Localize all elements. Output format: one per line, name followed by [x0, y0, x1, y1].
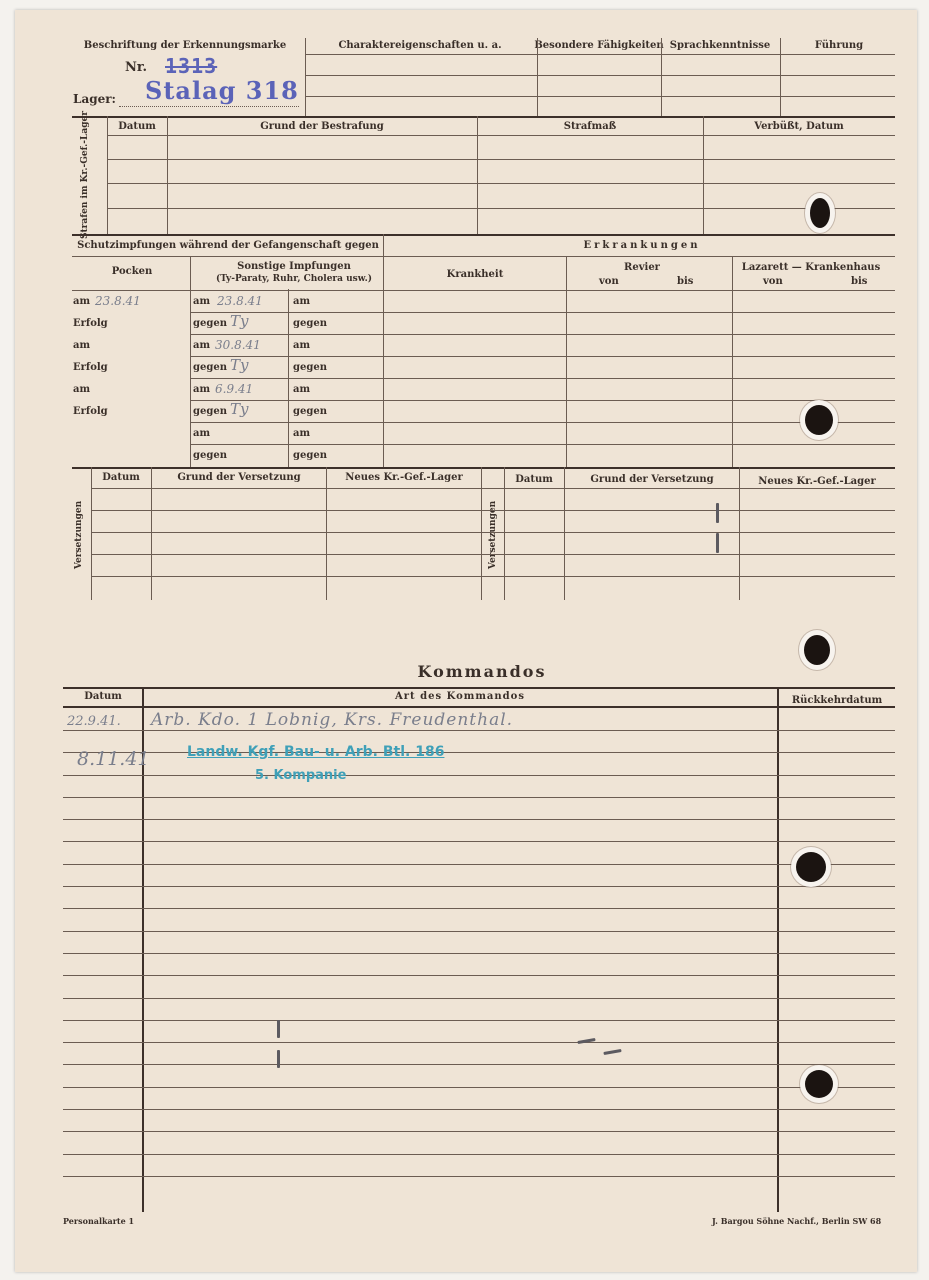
vers-left-col-grund: Grund der Versetzung	[177, 472, 301, 483]
col-krankheit: Krankheit	[446, 269, 504, 280]
vers-left-col-lager: Neues Kr.-Gef.-Lager	[345, 472, 463, 483]
col-lazarett: Lazarett — Krankenhaus	[741, 262, 881, 273]
ruled-line	[63, 841, 895, 842]
sonstige-value-2: Ty	[230, 312, 249, 330]
strafen-side-label: Strafen im Kr.-Gef.-Lager	[80, 111, 90, 239]
strafen-col-grund: Grund der Bestrafung	[260, 121, 384, 132]
ruled-line	[63, 1020, 895, 1021]
vers-right-col-datum: Datum	[515, 474, 553, 485]
header-fuehrung: Führung	[814, 40, 864, 51]
ruled-line	[63, 1176, 895, 1177]
lazarett-von: von	[763, 276, 783, 287]
kommando-text-1: Arb. Kdo. 1 Lobnig, Krs. Freudenthal.	[151, 710, 514, 730]
ruled-line	[63, 775, 895, 776]
ruled-line	[63, 886, 895, 887]
strafen-col-verbuesst: Verbüßt, Datum	[754, 121, 844, 132]
col-sonstige: Sonstige Impfungen	[237, 261, 351, 272]
col-pocken: Pocken	[111, 266, 153, 277]
ruled-line	[63, 908, 895, 909]
revier-bis: bis	[677, 276, 694, 287]
staple-mark	[277, 1020, 280, 1038]
nr-value: 1313	[165, 54, 218, 78]
kommandos-ruled-lines	[63, 10, 895, 1272]
versetzungen-side-label-right: Versetzungen	[488, 500, 498, 570]
punch-hole	[805, 405, 833, 435]
kommando-date-1: 22.9.41.	[67, 714, 121, 729]
ruled-line	[63, 953, 895, 954]
kommandos-col-art: Art des Kommandos	[395, 691, 525, 702]
third-label-4: gegen	[293, 362, 327, 373]
erkrankungen-title: Erkrankungen	[583, 240, 701, 251]
kommandos-col-datum: Datum	[84, 691, 122, 702]
sonstige-label-5: am	[193, 384, 211, 395]
nr-label: Nr.	[125, 60, 148, 75]
pocken-label-5: am	[73, 384, 91, 395]
sonstige-label-3: am	[193, 340, 211, 351]
sonstige-value-1: 23.8.41	[217, 294, 263, 308]
punch-hole	[810, 198, 830, 228]
staple-mark	[716, 533, 719, 553]
ruled-line	[63, 975, 895, 976]
ruled-line	[63, 998, 895, 999]
sonstige-value-5: 6.9.41	[215, 382, 254, 396]
pocken-label-4: Erfolg	[73, 362, 108, 373]
punch-hole	[804, 635, 830, 665]
pocken-label-6: Erfolg	[73, 406, 108, 417]
punch-hole	[805, 1070, 833, 1098]
third-label-2: gegen	[293, 318, 327, 329]
ruled-line	[63, 1131, 895, 1132]
versetzungen-side-label-left: Versetzungen	[74, 500, 84, 570]
sonstige-label-2: gegen	[193, 318, 227, 329]
sonstige-label-6: gegen	[193, 406, 227, 417]
pocken-label-1: am	[73, 296, 91, 307]
vers-right-col-lager: Neues Kr.-Gef.-Lager	[758, 476, 876, 487]
impfungen-title: Schutzimpfungen während der Gefangenschaft gegen	[77, 240, 379, 251]
third-label-8: gegen	[293, 450, 327, 461]
ruled-line	[63, 730, 895, 731]
pocken-label-3: am	[73, 340, 91, 351]
footer-right: J. Bargou Söhne Nachf., Berlin SW 68	[712, 1216, 882, 1226]
ruled-line	[63, 1042, 895, 1043]
ruled-line	[63, 1087, 895, 1088]
sonstige-value-3: 30.8.41	[215, 338, 261, 352]
third-label-1: am	[293, 296, 311, 307]
lazarett-bis: bis	[851, 276, 868, 287]
vers-right-col-grund: Grund der Versetzung	[590, 474, 714, 485]
header-sprachkenntnisse: Sprachkenntnisse	[669, 40, 771, 51]
lager-value: Stalag 318	[145, 76, 299, 105]
ruled-line	[63, 931, 895, 932]
pocken-label-2: Erfolg	[73, 318, 108, 329]
ruled-line	[63, 797, 895, 798]
kommando-date-2: 8.11.41	[77, 748, 150, 770]
strafen-col-datum: Datum	[118, 121, 156, 132]
footer-left: Personalkarte 1	[63, 1216, 135, 1226]
personnel-card	[15, 10, 917, 1272]
punch-hole	[796, 852, 826, 882]
kommando-stamp-line2: 5. Kompanie	[255, 768, 347, 783]
sonstige-label-8: gegen	[193, 450, 227, 461]
col-revier: Revier	[624, 262, 660, 273]
ruled-line	[63, 864, 895, 865]
sonstige-label-4: gegen	[193, 362, 227, 373]
kommando-stamp-line1: Landw. Kgf. Bau- u. Arb. Btl. 186	[187, 744, 445, 760]
third-label-5: am	[293, 384, 311, 395]
ruled-line	[63, 819, 895, 820]
id-tag-title: Beschriftung der Erkennungsmarke	[83, 40, 287, 51]
header-charakter: Charaktereigenschaften u. a.	[338, 40, 502, 51]
kommandos-title: Kommandos	[417, 662, 547, 681]
third-label-3: am	[293, 340, 311, 351]
kommandos-col-rueckkehr: Rückkehrdatum	[791, 695, 883, 706]
lager-label: Lager:	[73, 92, 116, 106]
vers-left-col-datum: Datum	[102, 472, 140, 483]
pocken-value-1: 23.8.41	[95, 294, 141, 308]
sonstige-value-6: Ty	[230, 400, 249, 418]
ruled-line	[63, 1064, 895, 1065]
sonstige-label-1: am	[193, 296, 211, 307]
sonstige-value-4: Ty	[230, 356, 249, 374]
third-label-6: gegen	[293, 406, 327, 417]
col-sonstige-sub: (Ty-Paraty, Ruhr, Cholera usw.)	[216, 274, 372, 284]
sonstige-label-7: am	[193, 428, 211, 439]
ruled-line	[63, 1154, 895, 1155]
strafen-col-strafmass: Strafmaß	[563, 121, 617, 132]
staple-mark	[277, 1050, 280, 1068]
header-faehigkeiten: Besondere Fähigkeiten	[534, 40, 664, 51]
revier-von: von	[599, 276, 619, 287]
staple-mark	[716, 503, 719, 523]
third-label-7: am	[293, 428, 311, 439]
ruled-line	[63, 1109, 895, 1110]
